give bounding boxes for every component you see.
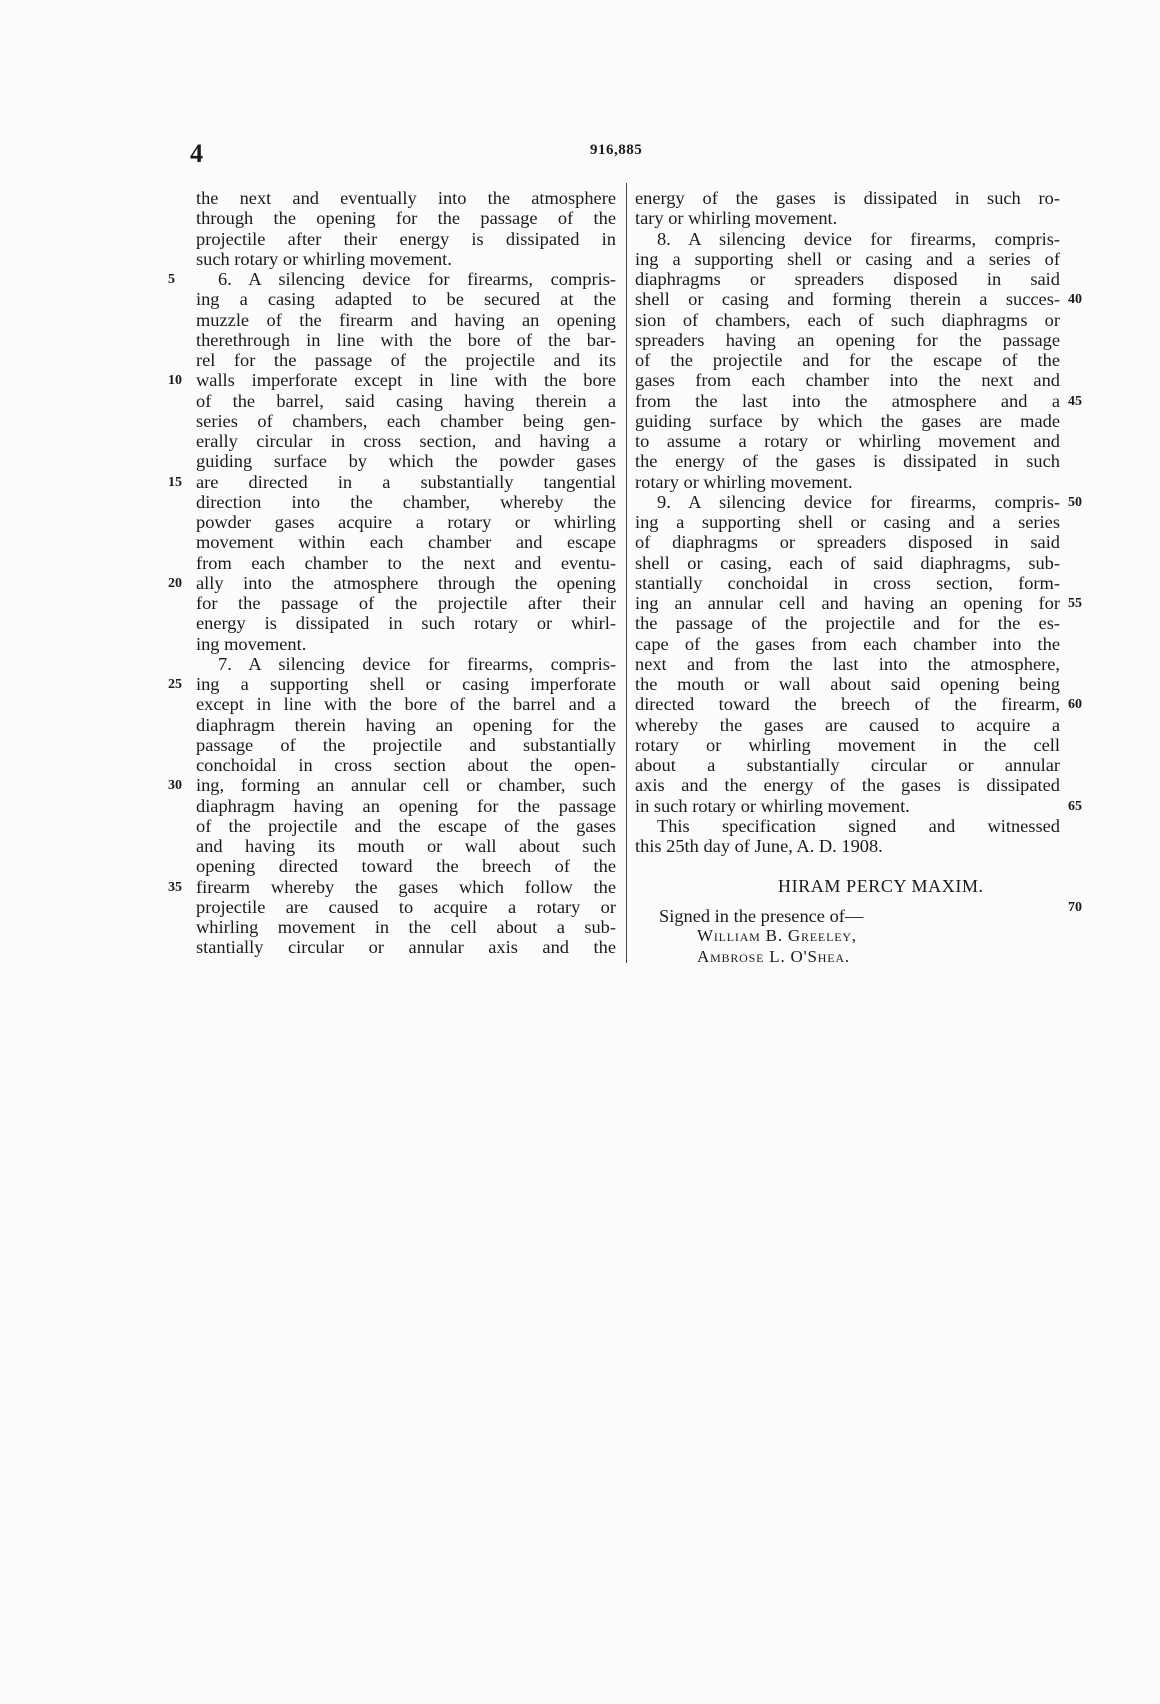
text-line: axis and the energy of the gases is dissipated xyxy=(635,775,1060,796)
text-line: ing, forming an annular cell or chamber, such xyxy=(196,775,616,796)
patent-number: 916,885 xyxy=(590,142,643,158)
text-line: for the passage of the projectile after their xyxy=(196,593,616,613)
line-number: 50 xyxy=(1068,494,1082,510)
text-line: diaphragms or spreaders disposed in said xyxy=(635,269,1060,289)
text-line: opening directed toward the breech of the xyxy=(196,856,616,877)
text-line: walls imperforate except in line with the bore xyxy=(196,370,616,391)
text-line: 8. A silencing device for firearms, compris- xyxy=(657,228,1060,249)
text-line: shell or casing and forming therein a succes- xyxy=(635,289,1060,310)
text-line: This specification signed and witnessed xyxy=(657,815,1060,836)
text-line: diaphragm having an opening for the passage xyxy=(196,795,616,816)
text-line: ing an annular cell and having an opening for xyxy=(635,593,1060,613)
text-line: this 25th day of June, A. D. 1908. xyxy=(635,836,883,856)
text-line: ing a supporting shell or casing and a series of xyxy=(635,248,1060,269)
text-line: spreaders having an opening for the passage xyxy=(635,329,1060,350)
text-line: whirling movement in the cell about a sub- xyxy=(196,917,616,937)
text-line: of diaphragms or spreaders disposed in said xyxy=(635,532,1060,553)
text-line: of the projectile and for the escape of the xyxy=(635,350,1060,370)
text-line: ing a casing adapted to be secured at the xyxy=(196,289,616,310)
text-line: the mouth or wall about said opening being xyxy=(635,674,1060,694)
text-line: firearm whereby the gases which follow the xyxy=(196,876,616,897)
text-line: series of chambers, each chamber being gen- xyxy=(196,410,616,431)
text-line: therethrough in line with the bore of the bar- xyxy=(196,329,616,350)
text-line: sion of chambers, each of such diaphragms or xyxy=(635,309,1060,330)
line-number: 30 xyxy=(168,778,182,794)
text-line: tary or whirling movement. xyxy=(635,208,838,229)
line-number: 15 xyxy=(168,474,182,490)
text-line: the passage of the projectile and for the es- xyxy=(635,613,1060,634)
line-number: 45 xyxy=(1068,393,1082,409)
text-line: powder gases acquire a rotary or whirling xyxy=(196,512,616,532)
line-number: 5 xyxy=(168,272,175,287)
line-number: 25 xyxy=(168,677,182,692)
text-line: passage of the projectile and substantially xyxy=(196,734,616,755)
text-line: movement within each chamber and escape xyxy=(196,532,616,553)
text-line: of the barrel, said casing having therein a xyxy=(196,390,616,411)
text-line: to assume a rotary or whirling movement and xyxy=(635,431,1060,451)
witness-name: Ambrose L. O'Shea. xyxy=(697,947,850,966)
text-line: whereby the gases are caused to acquire a xyxy=(635,714,1060,735)
text-line: stantially conchoidal in cross section, form- xyxy=(635,572,1060,593)
line-number: 65 xyxy=(1068,798,1082,814)
text-line: stantially circular or annular axis and the xyxy=(196,937,616,958)
text-line: diaphragm therein having an opening for the xyxy=(196,714,616,735)
text-line: shell or casing, each of said diaphragms, sub- xyxy=(635,552,1060,573)
text-line: next and from the last into the atmosphere, xyxy=(635,653,1060,674)
text-line: the energy of the gases is dissipated in such xyxy=(635,451,1060,472)
signer-name: HIRAM PERCY MAXIM. xyxy=(778,876,984,896)
text-line: 9. A silencing device for firearms, compris- xyxy=(657,491,1060,512)
text-line: erally circular in cross section, and having a xyxy=(196,431,616,451)
text-line: 7. A silencing device for firearms, compris- xyxy=(218,653,616,674)
line-number: 40 xyxy=(1068,292,1082,308)
text-line: rotary or whirling movement. xyxy=(635,471,853,492)
column-divider xyxy=(626,183,627,963)
text-line: of the projectile and the escape of the gases xyxy=(196,815,616,836)
text-line: conchoidal in cross section about the open- xyxy=(196,755,616,775)
text-line: in such rotary or whirling movement. xyxy=(635,795,910,816)
text-line: guiding surface by which the powder gases xyxy=(196,451,616,472)
text-line: from the last into the atmosphere and a xyxy=(635,390,1060,411)
text-line: direction into the chamber, whereby the xyxy=(196,491,616,512)
text-line: from each chamber to the next and eventu- xyxy=(196,552,616,573)
text-line: ing movement. xyxy=(196,633,307,654)
line-number: 55 xyxy=(1068,596,1082,611)
text-line: through the opening for the passage of the xyxy=(196,208,616,229)
text-line: guiding surface by which the gases are made xyxy=(635,410,1060,431)
text-line: 6. A silencing device for firearms, compris- xyxy=(218,269,616,289)
presence-label: Signed in the presence of— xyxy=(659,906,864,926)
text-line: energy of the gases is dissipated in such ro- xyxy=(635,188,1060,208)
line-number: 10 xyxy=(168,373,182,389)
text-line: muzzle of the firearm and having an opening xyxy=(196,309,616,330)
text-line: rel for the passage of the projectile and its xyxy=(196,350,616,370)
line-number: 70 xyxy=(1068,899,1082,915)
text-line: such rotary or whirling movement. xyxy=(196,248,452,269)
text-line: and having its mouth or wall about such xyxy=(196,836,616,856)
text-line: are directed in a substantially tangential xyxy=(196,471,616,492)
line-number: 20 xyxy=(168,575,182,591)
line-number: 35 xyxy=(168,879,182,895)
text-line: directed toward the breech of the firearm, xyxy=(635,694,1060,715)
text-line: about a substantially circular or annular xyxy=(635,755,1060,775)
text-line: projectile after their energy is dissipated in xyxy=(196,228,616,249)
text-line: ally into the atmosphere through the opening xyxy=(196,572,616,593)
text-line: ing a supporting shell or casing and a series xyxy=(635,512,1060,532)
left-text-column xyxy=(196,188,616,958)
witness-name: William B. Greeley, xyxy=(697,926,857,945)
text-line: energy is dissipated in such rotary or whirl- xyxy=(196,613,616,634)
text-line: cape of the gases from each chamber into the xyxy=(635,633,1060,654)
page-number: 4 xyxy=(190,139,203,168)
text-line: projectile are caused to acquire a rotary or xyxy=(196,896,616,917)
text-line: ing a supporting shell or casing imperforate xyxy=(196,674,616,694)
line-number: 60 xyxy=(1068,697,1082,713)
text-line: gases from each chamber into the next and xyxy=(635,370,1060,391)
text-line: except in line with the bore of the barrel and a xyxy=(196,694,616,715)
text-line: rotary or whirling movement in the cell xyxy=(635,734,1060,755)
right-text-column xyxy=(635,188,1060,856)
text-line: the next and eventually into the atmosphere xyxy=(196,188,616,208)
